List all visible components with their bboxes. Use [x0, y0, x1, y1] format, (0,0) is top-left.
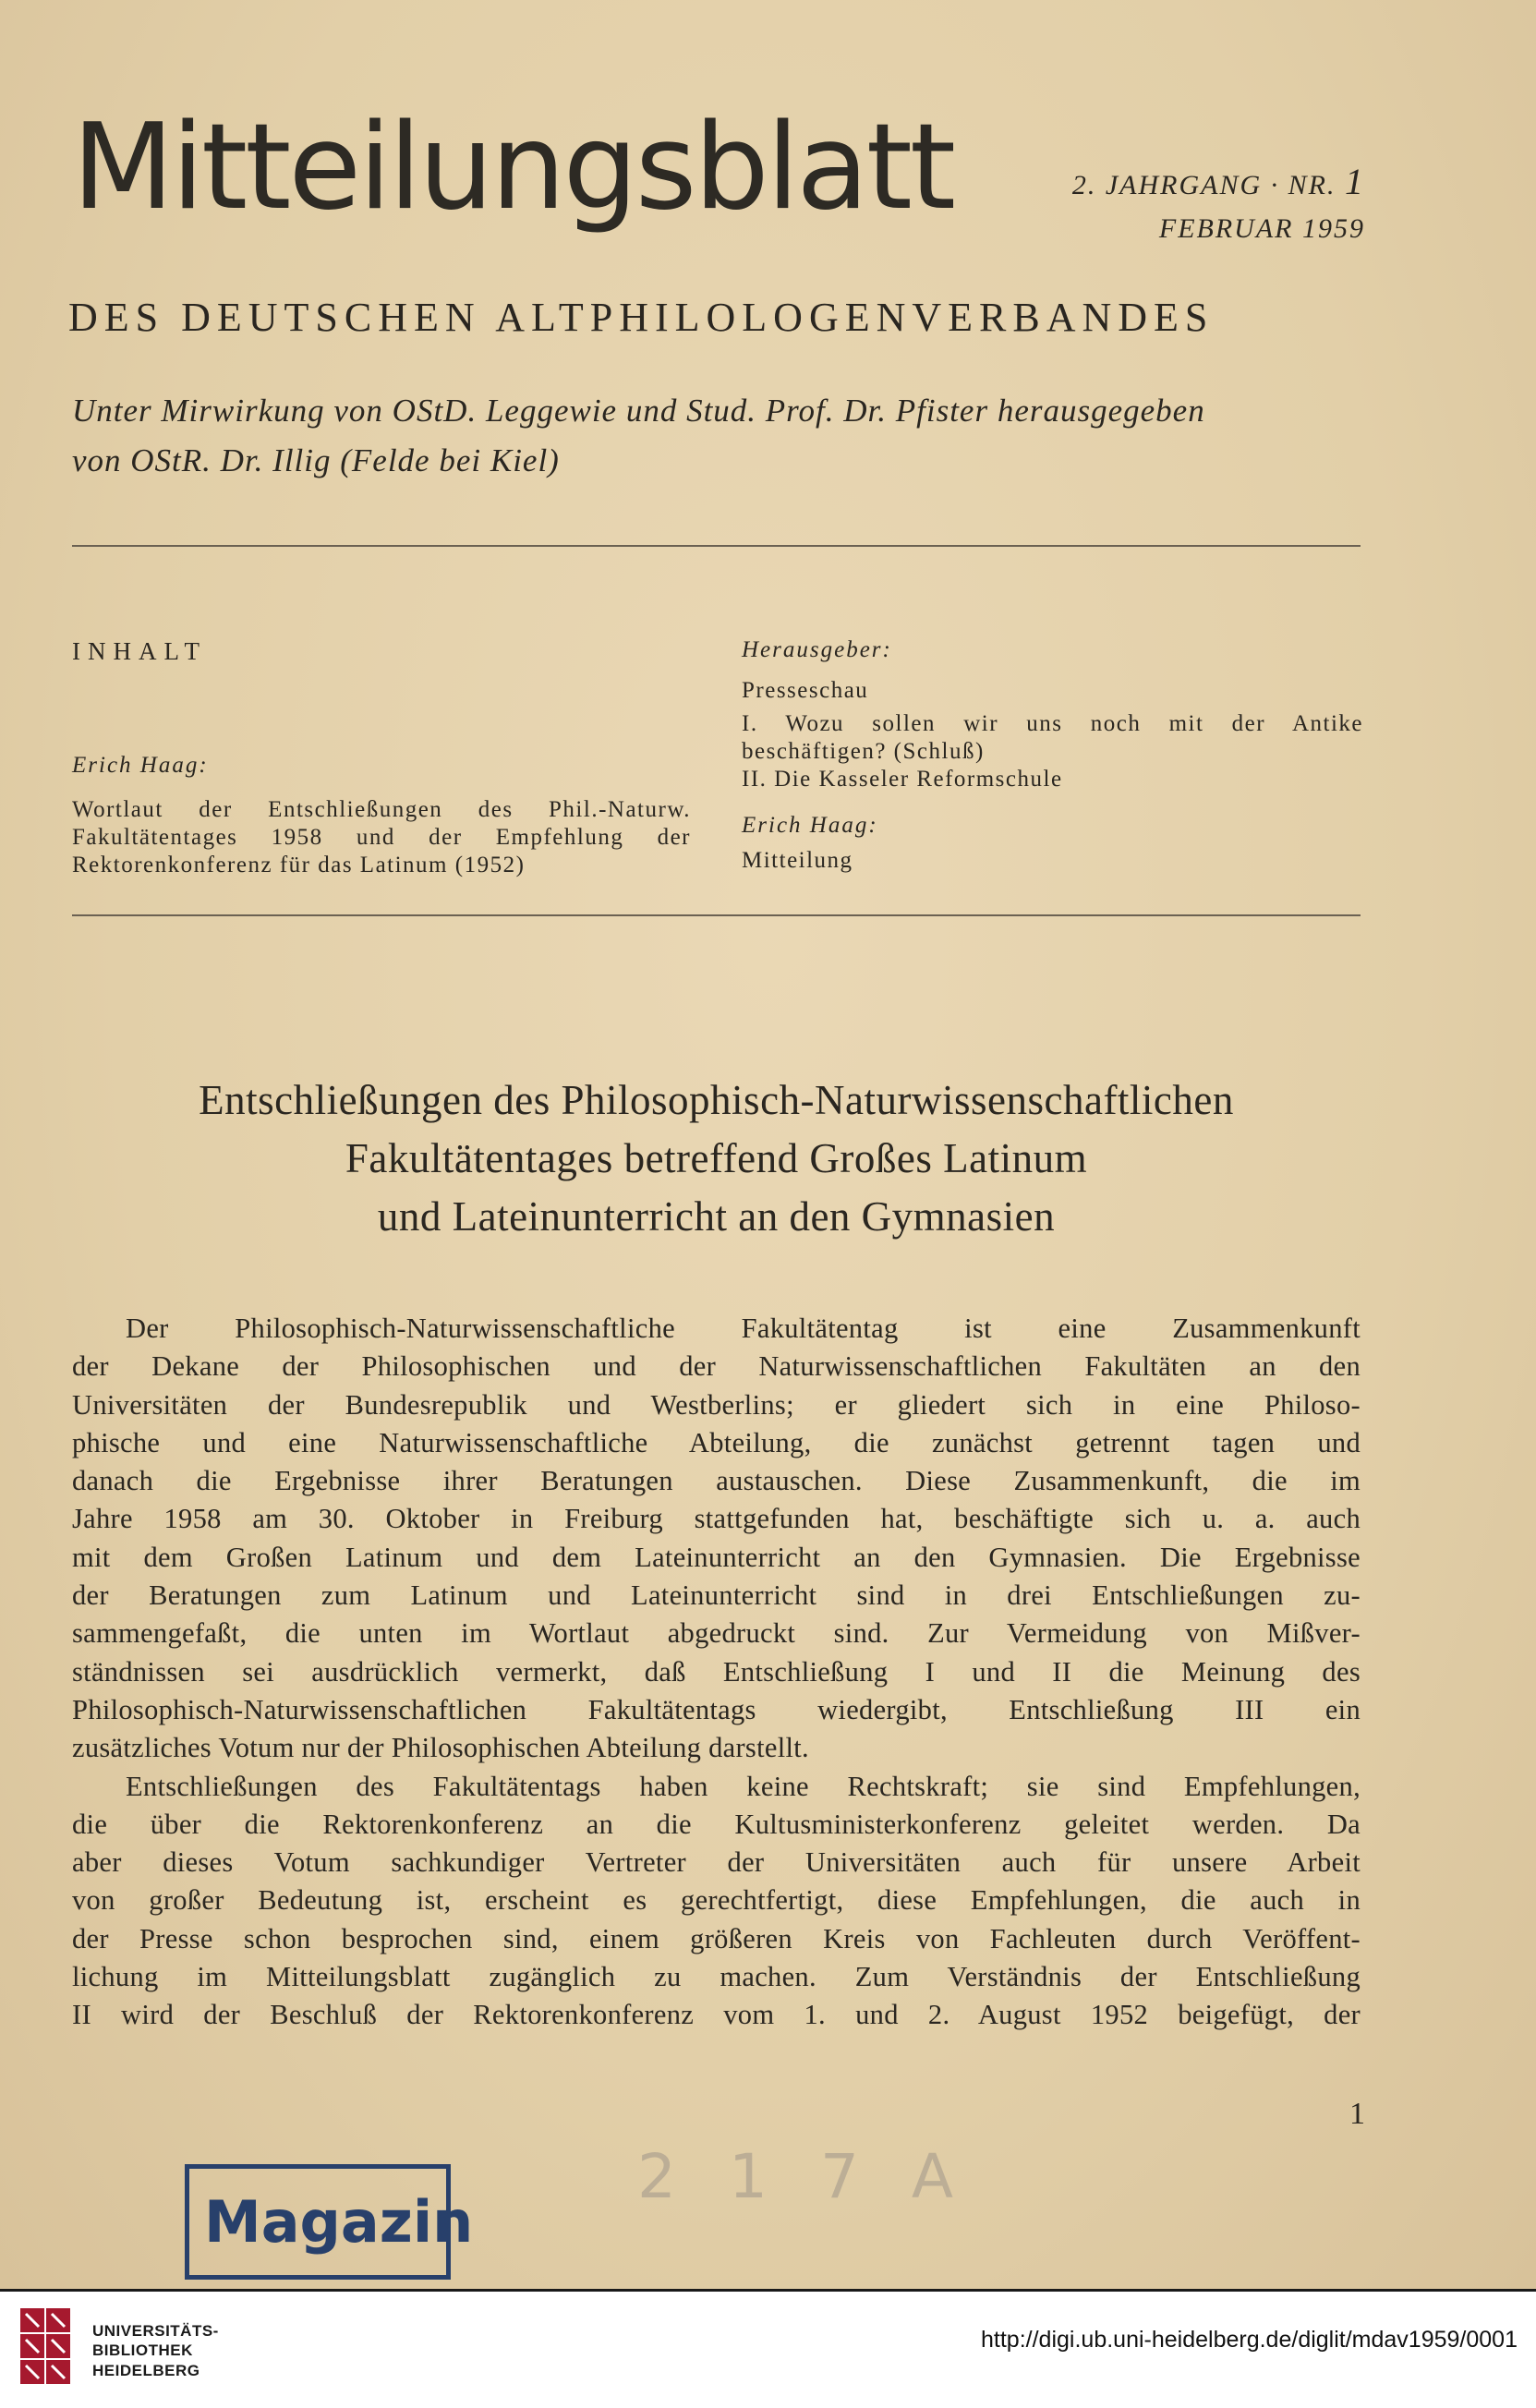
library-logo-icon — [18, 2306, 72, 2395]
body-line: Jahre 1958 am 30. Oktober in Freiburg stattgefunden hat, beschäftigte sich u. a. auch — [72, 1503, 1361, 1535]
toc-section: Presseschau — [742, 678, 869, 703]
toc-author: Erich Haag: — [742, 813, 878, 838]
library-name-line: HEIDELBERG — [92, 2361, 200, 2379]
body-line: Der Philosophisch-Naturwissenschaftliche Fakultätentag ist eine Zusammenkunft — [126, 1313, 1361, 1344]
toc-line: Mitteilung — [742, 848, 853, 873]
toc-author: Herausgeber: — [742, 637, 892, 662]
body-line: Philosophisch-Naturwissenschaftlichen Fakultätentags wiedergibt, Entschließung III ein — [72, 1693, 1361, 1725]
association-name: DES DEUTSCHEN ALTPHILOLOGENVERBANDES — [68, 295, 1215, 340]
body-line: die über die Rektorenkonferenz an die Kultusministerkonferenz geleitet werden. Da — [72, 1808, 1361, 1840]
digitization-url[interactable]: http://digi.ub.uni-heidelberg.de/diglit/mdav1959/0001 — [981, 2327, 1518, 2353]
title-line: Entschließungen des Philosophisch-Naturwissenschaftlichen — [199, 1077, 1234, 1123]
library-name — [92, 2321, 219, 2380]
divider — [72, 914, 1361, 916]
toc-entry — [72, 796, 691, 879]
toc-line: II. Die Kasseler Reformschule — [742, 767, 1063, 792]
title-line: und Lateinunterricht an den Gymnasien — [377, 1193, 1056, 1240]
library-name-line: BIBLIOTHEK — [92, 2341, 193, 2360]
editors-note — [72, 386, 1365, 487]
toc-line: Wortlaut der Entschließungen des Phil.-Naturw. — [72, 797, 691, 822]
editors-line: von OStR. Dr. Illig (Felde bei Kiel) — [72, 442, 560, 479]
issue-info — [1072, 155, 1365, 249]
divider — [72, 545, 1361, 547]
toc-line: Fakultätentages 1958 und der Empfehlung der — [72, 825, 691, 850]
body-line: mit dem Großen Latinum und dem Lateinunterricht an den Gymnasien. Die Ergebnisse — [72, 1541, 1361, 1573]
library-name-line: UNIVERSITÄTS- — [92, 2322, 219, 2340]
editors-line: Unter Mirwirkung von OStD. Leggewie und Stud. Prof. Dr. Pfister herausgegeben — [72, 393, 1205, 429]
body-line: danach die Ergebnisse ihrer Beratungen austauschen. Diese Zusammenkunft, die im — [72, 1465, 1361, 1497]
article-title — [72, 1071, 1361, 1246]
body-line: der Dekane der Philosophischen und der Naturwissenschaftlichen Fakultäten an den — [72, 1350, 1361, 1383]
library-footer — [0, 2289, 1536, 2408]
issue-line: 2. JAHRGANG · NR. — [1071, 170, 1336, 200]
body-line: lichung im Mitteilungsblatt zugänglich zu machen. Zum Verständnis der Entschließung — [72, 1961, 1361, 1993]
body-line: der Presse schon besprochen sind, einem größeren Kreis von Fachleuten durch Veröffent- — [72, 1922, 1361, 1954]
issue-date: FEBRUAR 1959 — [1158, 213, 1365, 244]
body-line: Universitäten der Bundesrepublik und Westberlins; er gliedert sich in eine Philoso- — [72, 1388, 1361, 1421]
body-line: zusätzliches Votum nur der Philosophischen Abteilung darstellt. — [72, 1732, 809, 1764]
article-body — [72, 1310, 1361, 2035]
body-line: aber dieses Votum sachkundiger Vertreter der Universitäten auch für unsere Arbeit — [72, 1846, 1361, 1879]
contents-heading: INHALT — [72, 637, 207, 665]
toc-line: Rektorenkonferenz für das Latinum (1952) — [72, 853, 526, 877]
toc-line: beschäftigen? (Schluß) — [742, 739, 985, 764]
magazin-stamp — [185, 2164, 474, 2280]
toc-author: Erich Haag: — [72, 753, 209, 778]
body-line: II wird der Beschluß der Rektorenkonferenz vom 1. und 2. August 1952 beigefügt, der — [72, 1999, 1361, 2031]
masthead-title: Mitteilungsblatt — [72, 99, 954, 236]
body-line: der Beratungen zum Latinum und Lateinunterricht sind in drei Entschließungen zu- — [72, 1579, 1361, 1612]
stamp-label: Magazin — [204, 2188, 474, 2256]
issue-number: 1 — [1345, 161, 1365, 202]
body-line: ständnissen sei ausdrücklich vermerkt, daß Entschließung I und II die Meinung des — [72, 1655, 1361, 1688]
page-number: 1 — [1349, 2097, 1365, 2131]
title-line: Fakultätentages betreffend Großes Latinum — [345, 1135, 1088, 1181]
pencil-shelfmark: 2 1 7 A — [637, 2141, 971, 2212]
toc-entry — [742, 847, 1363, 875]
toc-entry — [742, 677, 1363, 793]
body-line: sammengefaßt, die unten im Wortlaut abgedruckt sind. Zur Vermeidung von Mißver- — [72, 1617, 1361, 1650]
body-line: phische und eine Naturwissenschaftliche Abteilung, die zunächst getrennt tagen und — [72, 1426, 1361, 1458]
body-line: von großer Bedeutung ist, erscheint es gerechtfertigt, diese Empfehlungen, die auch in — [72, 1884, 1361, 1917]
body-line: Entschließungen des Fakultätentags haben keine Rechtskraft; sie sind Empfehlungen, — [126, 1770, 1361, 1802]
toc-line: I. Wozu sollen wir uns noch mit der Antike — [742, 711, 1363, 736]
